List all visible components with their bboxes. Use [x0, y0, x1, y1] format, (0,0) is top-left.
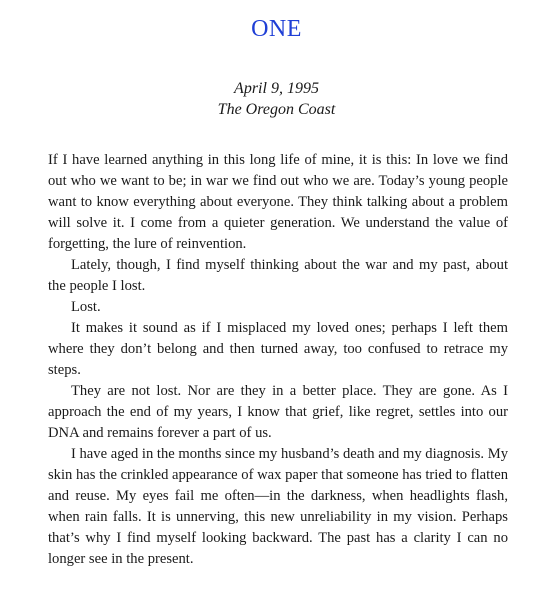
dateline-date: April 9, 1995 — [234, 80, 319, 97]
chapter-title: ONE — [251, 16, 302, 42]
chapter-dateline — [0, 78, 553, 120]
paragraph: I have aged in the months since my husband’s death and my diagnosis. My skin has the crinkled appearance of wax paper that someone has tried to flatten and reuse. My eyes fail me often—in the darkness, when headlights flash, when rain falls. It is unnerving, this new unreliability in my vision. Perhaps that’s why I find myself looking backward. The past has a clarity I can no longer see in the present. — [48, 446, 508, 567]
paragraph: If I have learned anything in this long life of mine, it is this: In love we find out who we want to be; in war we find out who we are. Today’s young people want to know everything about everyone. They think talking about a problem will solve it. I come from a quieter generation. We understand the value of forgetting, the lure of reinvention. — [48, 152, 508, 252]
paragraph: Lost. — [71, 299, 101, 315]
dateline-place: The Oregon Coast — [217, 101, 336, 118]
paragraph: It makes it sound as if I misplaced my loved ones; perhaps I left them where they don’t belong and then turned away, too confused to retrace my steps. — [48, 320, 508, 378]
paragraph: Lately, though, I find myself thinking about the war and my past, about the people I lost. — [48, 257, 508, 294]
paragraph: They are not lost. Nor are they in a better place. They are gone. As I approach the end of my years, I know that grief, like regret, settles into our DNA and remains forever a part of us. — [48, 383, 508, 441]
chapter-body — [48, 150, 508, 570]
